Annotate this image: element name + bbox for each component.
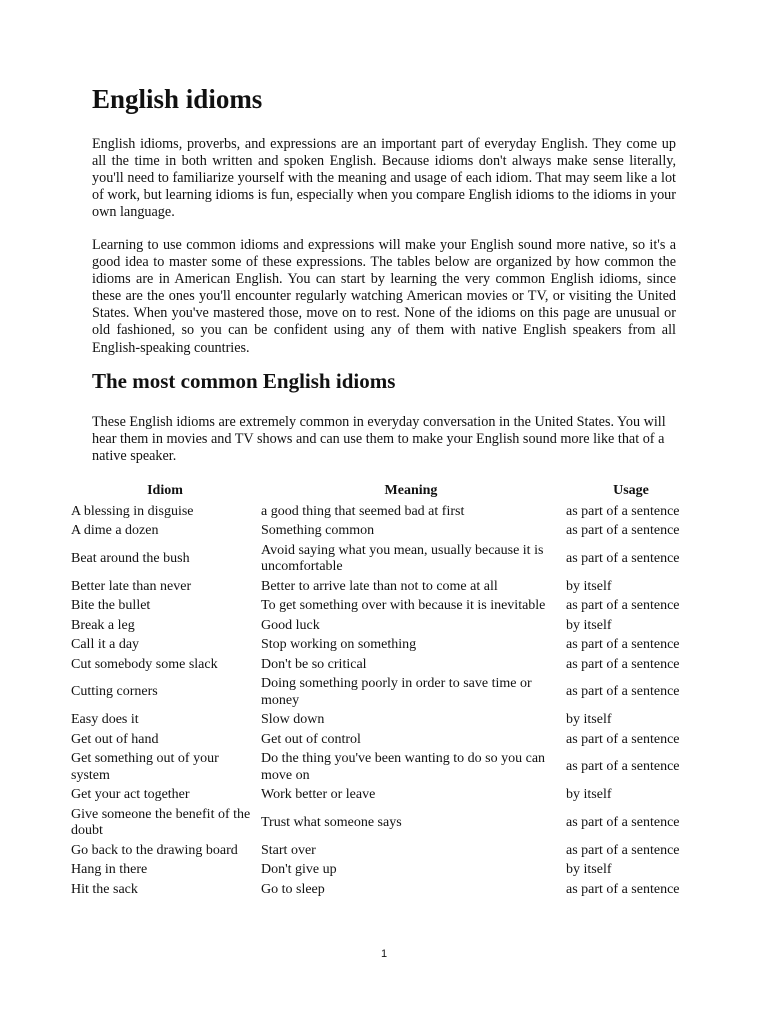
usage-cell: as part of a sentence	[566, 731, 680, 747]
idiom-cell: Get something out of your system	[71, 751, 219, 783]
idioms-table	[70, 483, 700, 900]
section-heading: The most common English idioms	[92, 369, 396, 393]
usage-cell: as part of a sentence	[566, 656, 680, 672]
table-row	[70, 675, 700, 711]
table-row	[70, 731, 700, 751]
idiom-cell: Get out of hand	[71, 731, 159, 747]
usage-cell: as part of a sentence	[566, 881, 680, 897]
table-row	[70, 578, 700, 598]
usage-cell: as part of a sentence	[566, 598, 680, 613]
intro-paragraph-2: Learning to use common idioms and expressions will make your English sound more native, so it's a good idea to master some of these expressions. The tables below are organized by how common the idioms are in American English. You can start by learning the very common English idioms, since these are the ones you'll encounter regularly watching American movies or TV, or visiting the United States. When you've mastered those, move on to rest. None of the idioms on this page are unusual or old fashioned, so you can be confident using any of them with native English speakers from all English-speaking countries.	[92, 237, 676, 356]
meaning-cell: Slow down	[261, 712, 325, 727]
idiom-cell: Better late than never	[71, 578, 192, 594]
usage-cell: as part of a sentence	[566, 842, 680, 858]
meaning-cell: Good luck	[261, 617, 320, 633]
usage-cell: by itself	[566, 578, 612, 594]
idiom-cell: Give someone the benefit of the doubt	[71, 806, 251, 838]
table-row	[70, 522, 700, 542]
table-row	[70, 656, 700, 676]
idiom-cell: A blessing in disguise	[71, 503, 194, 519]
idiom-cell: Cut somebody some slack	[71, 656, 218, 672]
section-intro: These English idioms are extremely common in everyday conversation in the United States. You will hear them in movies and TV shows and can use them to make your English sound more like that of a native speaker.	[92, 414, 666, 465]
usage-cell: by itself	[566, 862, 612, 877]
idiom-cell: Beat around the bush	[71, 550, 190, 566]
table-row	[70, 881, 700, 901]
page-title: English idioms	[92, 84, 263, 114]
column-header-usage: Usage	[613, 483, 649, 498]
usage-cell: as part of a sentence	[566, 550, 680, 566]
usage-cell: by itself	[566, 617, 612, 633]
intro-paragraph-1: English idioms, proverbs, and expressions are an important part of everyday English. They come up all the time in both written and spoken English. Because idioms don't always make sense literally, you'll need to familiarize yourself with the meaning and usage of each idiom. That may seem like a lot of work, but learning idioms is fun, especially when you compare English idioms to the idioms in your own language.	[92, 136, 676, 221]
idiom-cell: Cutting corners	[71, 684, 158, 700]
meaning-cell: Don't be so critical	[261, 656, 367, 672]
meaning-cell: To get something over with because it is inevitable	[261, 598, 546, 613]
usage-cell: by itself	[566, 787, 612, 802]
idiom-cell: Hang in there	[71, 862, 148, 877]
idiom-cell: A dime a dozen	[71, 523, 159, 538]
usage-cell: by itself	[566, 712, 612, 727]
idiom-cell: Easy does it	[71, 712, 139, 727]
table-row	[70, 786, 700, 806]
usage-cell: as part of a sentence	[566, 523, 680, 538]
usage-cell: as part of a sentence	[566, 814, 680, 830]
usage-cell: as part of a sentence	[566, 503, 680, 519]
idiom-cell: Hit the sack	[71, 881, 138, 897]
meaning-cell: Doing something poorly in order to save time or money	[261, 676, 532, 708]
meaning-cell: Work better or leave	[261, 787, 376, 802]
table-row	[70, 806, 700, 842]
meaning-cell: Get out of control	[261, 731, 361, 747]
idiom-cell: Bite the bullet	[71, 598, 151, 613]
idiom-cell: Call it a day	[71, 637, 140, 652]
table-row	[70, 503, 700, 523]
usage-cell: as part of a sentence	[566, 759, 680, 775]
meaning-cell: Trust what someone says	[261, 814, 402, 830]
meaning-cell: Start over	[261, 842, 316, 858]
meaning-cell: Go to sleep	[261, 881, 325, 897]
table-row	[70, 750, 700, 786]
table-row	[70, 711, 700, 731]
table-row	[70, 861, 700, 881]
page-number: 1	[380, 948, 388, 960]
table-row	[70, 842, 700, 862]
table-row	[70, 542, 700, 578]
meaning-cell: Do the thing you've been wanting to do so you can move on	[261, 751, 546, 783]
table-row	[70, 636, 700, 656]
meaning-cell: Avoid saying what you mean, usually because it is uncomfortable	[261, 542, 544, 574]
column-header-idiom: Idiom	[147, 483, 183, 498]
meaning-cell: Stop working on something	[261, 637, 417, 652]
table-row	[70, 597, 700, 617]
meaning-cell: Better to arrive late than not to come at all	[261, 578, 498, 594]
usage-cell: as part of a sentence	[566, 637, 680, 652]
table-row	[70, 617, 700, 637]
meaning-cell: Something common	[261, 523, 375, 538]
column-header-meaning: Meaning	[384, 483, 438, 498]
meaning-cell: a good thing that seemed bad at first	[261, 503, 465, 519]
usage-cell: as part of a sentence	[566, 684, 680, 700]
table-header-row	[70, 483, 700, 503]
idiom-cell: Go back to the drawing board	[71, 842, 238, 858]
meaning-cell: Don't give up	[261, 862, 337, 877]
idiom-cell: Break a leg	[71, 617, 135, 633]
idiom-cell: Get your act together	[71, 787, 190, 802]
